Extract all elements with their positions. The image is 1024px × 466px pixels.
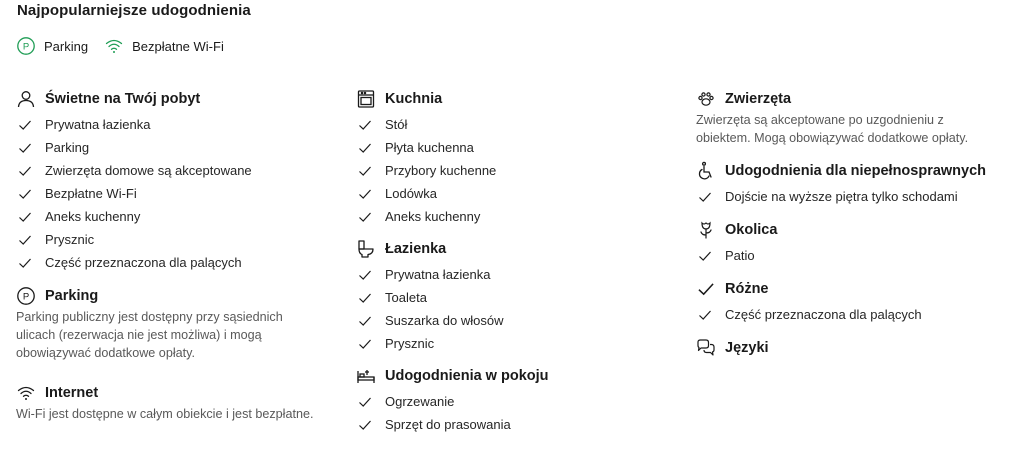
list-item: Lodówka (356, 182, 676, 205)
amenity-list (16, 113, 336, 274)
wheelchair-icon (696, 161, 716, 181)
list-item: Przybory kuchenne (356, 159, 676, 182)
section-title: Internet (45, 384, 99, 401)
list-item: Zwierzęta domowe są akceptowane (16, 159, 336, 182)
list-item: Część przeznaczona dla palących (16, 251, 336, 274)
check-icon (358, 337, 372, 351)
list-item: Bezpłatne Wi-Fi (16, 182, 336, 205)
list-item: Aneks kuchenny (356, 205, 676, 228)
section-misc (696, 278, 1016, 326)
section-kitchen (356, 88, 676, 228)
section-area (696, 219, 1016, 267)
speech-bubbles-icon (696, 338, 716, 358)
section-header (696, 160, 1016, 181)
check-icon (696, 279, 716, 299)
amenity-list (356, 263, 676, 355)
list-item: Stół (356, 113, 676, 136)
amenity-list (356, 113, 676, 228)
section-stay (16, 88, 336, 274)
list-item: Dojście na wyższe piętra tylko schodami (696, 185, 1016, 208)
popular-item-label: Parking (44, 38, 89, 54)
facilities-column-3 (696, 88, 1016, 362)
popular-item-label: Bezpłatne Wi-Fi (132, 38, 224, 54)
section-title: Kuchnia (385, 90, 443, 107)
section-header (696, 88, 1016, 109)
list-item: Część przeznaczona dla palących (696, 303, 1016, 326)
check-icon (358, 314, 372, 328)
section-pets (696, 88, 1016, 147)
check-icon (358, 291, 372, 305)
check-icon (18, 141, 32, 155)
section-title: Zwierzęta (725, 90, 792, 107)
paw-icon (696, 89, 716, 109)
section-header (16, 285, 336, 306)
list-item: Prysznic (16, 228, 336, 251)
facilities-column-1 (16, 88, 336, 423)
wifi-icon (104, 36, 124, 56)
check-icon (18, 256, 32, 270)
section-bathroom (356, 238, 676, 355)
section-title: Parking (45, 287, 99, 304)
section-room (356, 365, 676, 436)
popular-item-parking (16, 36, 88, 56)
section-title: Udogodnienia dla niepełnosprawnych (725, 162, 987, 179)
check-icon (358, 395, 372, 409)
person-icon (16, 89, 36, 109)
section-title: Łazienka (385, 240, 447, 257)
check-icon (358, 268, 372, 282)
parking-description: Parking publiczny jest dostępny przy sąsiednich ulicach (rezerwacja nie jest możliwa) i mogą obowiązywać dodatkowe opłaty. (16, 310, 283, 360)
amenity-list (696, 244, 1016, 267)
svg-text:P: P (22, 41, 30, 53)
section-title: Udogodnienia w pokoju (385, 367, 549, 384)
check-icon (18, 210, 32, 224)
parking-icon (16, 286, 36, 306)
section-header (696, 337, 1016, 358)
section-header (356, 88, 676, 109)
list-item: Prysznic (356, 332, 676, 355)
section-title: Świetne na Twój pobyt (45, 90, 201, 107)
check-icon (18, 233, 32, 247)
list-item: Patio (696, 244, 1016, 267)
list-item: Parking (16, 136, 336, 159)
check-icon (698, 249, 712, 263)
bed-icon (356, 366, 376, 386)
flower-icon (696, 220, 716, 240)
check-icon (18, 164, 32, 178)
page-title: Najpopularniejsze udogodnienia (17, 2, 251, 19)
list-item: Sprzęt do prasowania (356, 413, 676, 436)
svg-text:P: P (22, 291, 30, 303)
toilet-icon (356, 239, 376, 259)
check-icon (358, 187, 372, 201)
amenity-list (696, 185, 1016, 208)
check-icon (18, 118, 32, 132)
list-item: Ogrzewanie (356, 390, 676, 413)
section-title: Języki (725, 339, 769, 356)
section-header (16, 88, 336, 109)
parking-icon (16, 36, 36, 56)
section-header (696, 219, 1016, 240)
section-internet (16, 382, 336, 423)
popular-facilities (16, 36, 240, 56)
list-item: Suszarka do włosów (356, 309, 676, 332)
section-accessibility (696, 160, 1016, 208)
check-icon (18, 187, 32, 201)
list-item: Aneks kuchenny (16, 205, 336, 228)
amenity-list (696, 303, 1016, 326)
check-icon (358, 418, 372, 432)
list-item: Płyta kuchenna (356, 136, 676, 159)
oven-icon (356, 89, 376, 109)
section-parking (16, 285, 336, 362)
pets-description: Zwierzęta są akceptowane po uzgodnieniu z obiektem. Mogą obowiązywać dodatkowe opłaty. (696, 113, 969, 145)
list-item: Prywatna łazienka (356, 263, 676, 286)
check-icon (698, 308, 712, 322)
facilities-column-2 (356, 88, 676, 436)
internet-description: Wi-Fi jest dostępne w całym obiekcie i jest bezpłatne. (16, 407, 314, 421)
section-title: Okolica (725, 221, 778, 238)
section-header (356, 238, 676, 259)
check-icon (698, 190, 712, 204)
wifi-icon (16, 383, 36, 403)
section-header (356, 365, 676, 386)
list-item: Prywatna łazienka (16, 113, 336, 136)
check-icon (358, 118, 372, 132)
check-icon (358, 141, 372, 155)
popular-item-wifi (104, 36, 224, 56)
check-icon (358, 164, 372, 178)
section-title: Różne (725, 280, 769, 297)
section-header (696, 278, 1016, 299)
section-languages (696, 337, 1016, 358)
section-header (16, 382, 336, 403)
amenity-list (356, 390, 676, 436)
list-item: Toaleta (356, 286, 676, 309)
check-icon (358, 210, 372, 224)
